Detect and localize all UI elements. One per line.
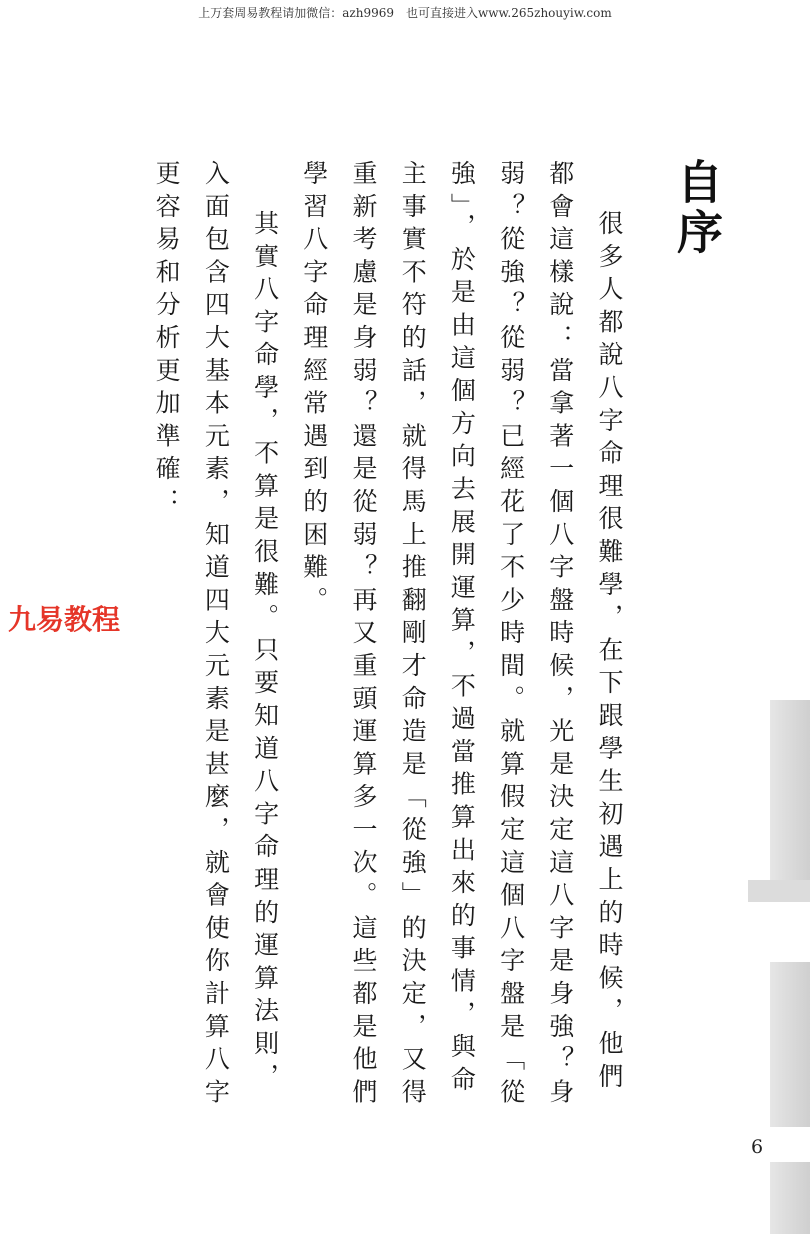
body-text: [142, 160, 634, 1120]
side-thumb-tab: [770, 700, 810, 880]
page-title: 自序: [670, 158, 724, 258]
side-thumb-tab: [770, 1162, 810, 1234]
side-thumb-tab-marker: [748, 880, 810, 902]
paragraph-1: 很多人都說八字命理很難學，在下跟學生初遇上的時候，他們都會這樣說：當拿著一個八字盤時候，光是決定這八字是身強？身弱？從強？從弱？已經花了不少時間。就算假定這個八字盤是「從強」，於是由這個方向去展開運算，不過當推算出來的事情，與命主事實不符的話，就得馬上推翻剛才命造是「從強」的決定，又得重新考慮是身弱？還是從弱？再又重頭運算多一次。這些都是他們學習八字命理經常遇到的困難。: [299, 160, 624, 1112]
paragraph-2: 其實八字命學，不算是很難。只要知道八字命理的運算法則，入面包含四大基本元素，知道四大元素是甚麼，就會使你計算八字更容易和分析更加準確：: [152, 160, 280, 1112]
side-thumb-tab: [770, 962, 810, 1127]
watermark-logo: 九易教程: [8, 603, 121, 636]
top-banner: 上万套周易教程请加微信：azh9969 也可直接进入www.265zhouyiw.com: [198, 6, 612, 20]
page-number: 6: [751, 1136, 764, 1158]
